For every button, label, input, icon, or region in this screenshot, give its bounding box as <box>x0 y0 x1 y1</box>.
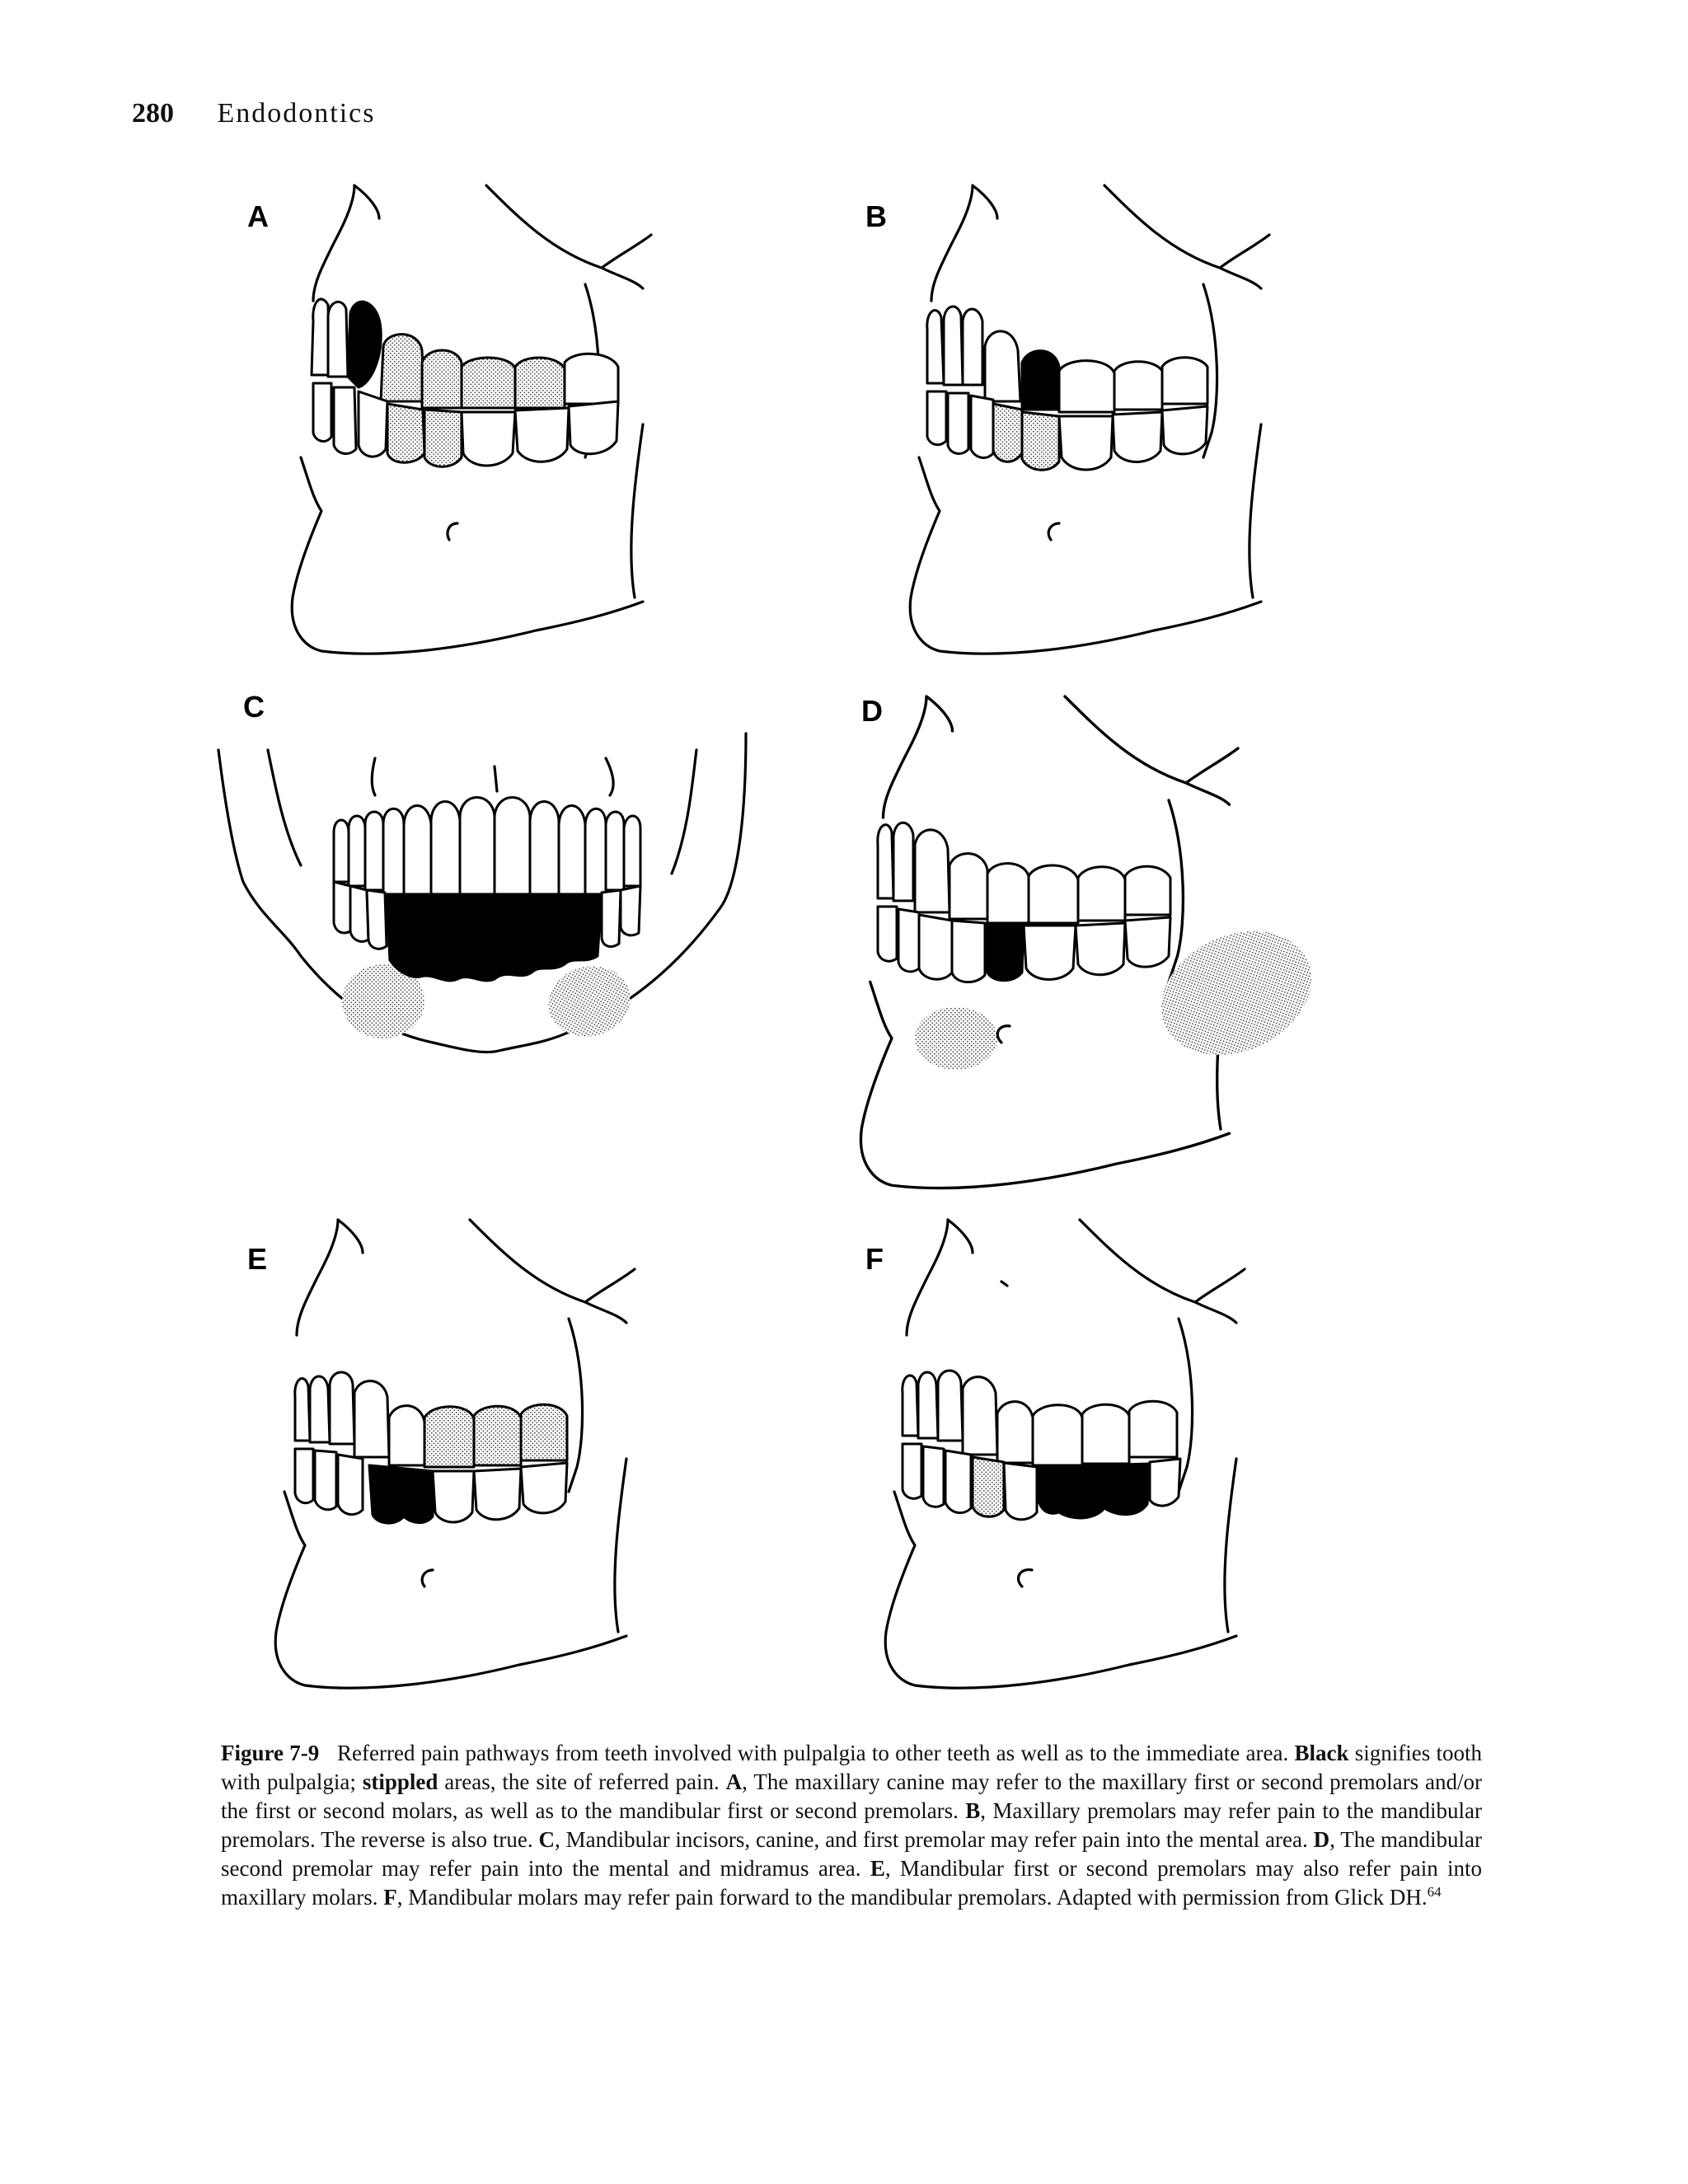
tooth <box>334 387 356 453</box>
caption-a-text: , The maxillary canine may refer to the maxillary first or second premolars and/or the first or second molars, as well as to the mandibular first or second premolars. <box>221 1769 1483 1823</box>
tooth <box>1078 867 1125 921</box>
tooth-pulpalgia <box>1022 351 1059 410</box>
tooth <box>495 798 530 903</box>
tooth-referred <box>424 1407 474 1467</box>
tooth <box>1125 917 1170 967</box>
panel-label-e: E <box>247 1242 268 1276</box>
panel-a <box>247 185 651 654</box>
tooth <box>569 401 618 454</box>
tooth <box>945 1451 971 1513</box>
caption-stippled-text: areas, the site of referred pain. <box>444 1769 720 1794</box>
tooth-referred <box>422 350 462 408</box>
figure-label: Figure 7-9 <box>221 1741 320 1765</box>
tooth <box>328 302 348 377</box>
tooth <box>334 882 350 933</box>
panel-f <box>865 1220 1245 1688</box>
tooth <box>893 823 913 901</box>
tooth <box>1004 1463 1037 1520</box>
tooth <box>903 1444 921 1498</box>
caption-d-label: D <box>1313 1827 1330 1852</box>
tooth <box>585 808 606 894</box>
tooth <box>349 816 365 886</box>
tooth <box>878 907 897 961</box>
caption-c-text: , Mandibular incisors, canine, and first premolar may refer pain into the mental area. <box>555 1827 1308 1852</box>
tooth <box>923 1446 944 1507</box>
tooth <box>462 412 515 466</box>
tooth <box>878 825 893 898</box>
tooth <box>521 1463 567 1513</box>
tooth <box>1114 362 1162 410</box>
mental-foramen-d <box>997 1026 1010 1043</box>
upper-teeth-d <box>878 823 1170 923</box>
tooth <box>919 915 952 979</box>
tooth <box>985 331 1020 401</box>
tooth <box>460 798 495 903</box>
tooth <box>1076 923 1125 975</box>
referred-area-right-mental <box>541 957 638 1045</box>
tooth <box>389 1406 424 1465</box>
mental-foramen-a <box>448 523 457 540</box>
tooth <box>313 383 331 441</box>
caption-b-text: , Maxillary premolars may refer pain to the mandibular premolars. The reverse is also true. <box>221 1798 1483 1852</box>
tooth <box>338 1455 363 1515</box>
panel-label-f: F <box>865 1242 884 1276</box>
caption-black-text: signifies tooth with pulpalgia; <box>221 1741 1483 1794</box>
tooth <box>950 854 987 919</box>
tooth <box>1125 866 1170 915</box>
tooth <box>365 812 383 890</box>
tooth <box>1082 1404 1129 1464</box>
tooth <box>383 808 404 894</box>
tooth <box>602 890 621 947</box>
tooth-referred <box>521 1404 567 1460</box>
tooth <box>944 307 963 385</box>
panel-c <box>218 690 746 1052</box>
tooth <box>1162 358 1207 404</box>
panel-d <box>860 694 1331 1188</box>
caption-f-text: , Mandibular molars may refer pain forward to the mandibular premolars. Adapted with permission from Glick DH. <box>396 1885 1428 1910</box>
tooth <box>1113 412 1162 462</box>
tooth <box>938 1371 963 1441</box>
panel-label-a: A <box>247 199 269 233</box>
upper-teeth-c <box>334 798 640 903</box>
tooth <box>1162 406 1207 454</box>
mental-foramen-e <box>422 1570 433 1586</box>
tooth <box>559 806 585 899</box>
tooth <box>367 890 387 949</box>
tooth <box>971 396 993 457</box>
tooth <box>1033 1405 1082 1465</box>
tooth-referred <box>1022 412 1059 470</box>
caption-c-label: C <box>538 1827 555 1852</box>
mental-foramen-b <box>1048 523 1059 540</box>
tooth <box>948 393 968 453</box>
tooth <box>1024 926 1076 980</box>
tooth <box>515 408 569 462</box>
tooth <box>987 864 1029 923</box>
tooth <box>433 1471 474 1522</box>
panel-label-b: B <box>865 199 887 233</box>
tooth <box>903 1376 918 1436</box>
panel-label-c: C <box>243 690 265 724</box>
tooth-referred <box>424 410 462 466</box>
tooth <box>1150 1459 1180 1506</box>
tooth-referred <box>973 1457 1004 1516</box>
caption-stippled-term: stippled <box>362 1769 438 1794</box>
caption-e-label: E <box>870 1856 885 1881</box>
caption-f-label: F <box>383 1885 397 1910</box>
tooth-referred <box>474 1406 521 1465</box>
tooth <box>927 311 944 383</box>
tooth-referred <box>993 404 1022 462</box>
tooth-referred <box>387 404 424 462</box>
tooth <box>1129 1401 1177 1457</box>
tooth-pulpalgia <box>348 302 381 387</box>
tooth <box>1059 361 1114 412</box>
tooth <box>927 391 946 445</box>
tooth <box>963 1377 997 1455</box>
tooth <box>330 1372 354 1444</box>
tooth <box>359 391 387 457</box>
tooth <box>1029 865 1078 923</box>
tooth <box>952 921 985 982</box>
mental-foramen-f <box>1019 1570 1032 1586</box>
running-title: Endodontics <box>217 98 376 129</box>
tooth <box>530 802 559 901</box>
caption-b-label: B <box>965 1798 981 1823</box>
caption-e-text: , Mandibular first or second premolars may also refer pain into maxillary molars. <box>221 1856 1483 1910</box>
reference-number: 64 <box>1427 1884 1442 1900</box>
tooth <box>997 1402 1033 1463</box>
tooth <box>898 909 919 972</box>
tooth <box>624 816 640 886</box>
caption-black-term: Black <box>1294 1741 1349 1765</box>
tooth <box>315 1451 336 1510</box>
tooth <box>963 309 982 385</box>
figure-caption <box>221 1739 1482 1912</box>
tooth <box>354 1381 389 1457</box>
caption-a-label: A <box>725 1769 743 1794</box>
panel-e <box>247 1220 635 1688</box>
tooth <box>1059 416 1113 470</box>
panel-label-d: D <box>861 694 883 728</box>
tooth <box>915 830 950 912</box>
caption-intro: Referred pain pathways from teeth involved with pulpalgia to other teeth as well as to the immediate area. <box>337 1741 1289 1765</box>
tooth <box>474 1469 521 1520</box>
tooth <box>565 354 618 404</box>
tooth-pulpalgia <box>1039 1464 1150 1518</box>
tooth <box>404 806 431 899</box>
tooth-referred <box>515 358 565 408</box>
tooth <box>621 886 640 935</box>
tooth <box>295 1449 313 1503</box>
caption-d-text: , The mandibular second premolar may refer pain into the mental and midramus area. <box>221 1827 1483 1881</box>
tooth <box>334 820 349 882</box>
tooth-pulpalgia-group <box>387 894 602 981</box>
tooth <box>310 1376 330 1442</box>
tooth <box>606 812 624 890</box>
tooth-referred <box>462 358 515 408</box>
tooth-referred <box>381 335 424 401</box>
referred-area-mental <box>915 1007 997 1070</box>
page-number: 280 <box>132 98 174 129</box>
tooth-pulpalgia <box>369 1465 433 1523</box>
nostril-mark-f <box>1001 1282 1007 1286</box>
tooth <box>295 1379 310 1441</box>
panel-b <box>865 185 1269 654</box>
tooth <box>431 802 460 901</box>
tooth-pulpalgia <box>987 924 1024 981</box>
tooth <box>918 1372 938 1438</box>
